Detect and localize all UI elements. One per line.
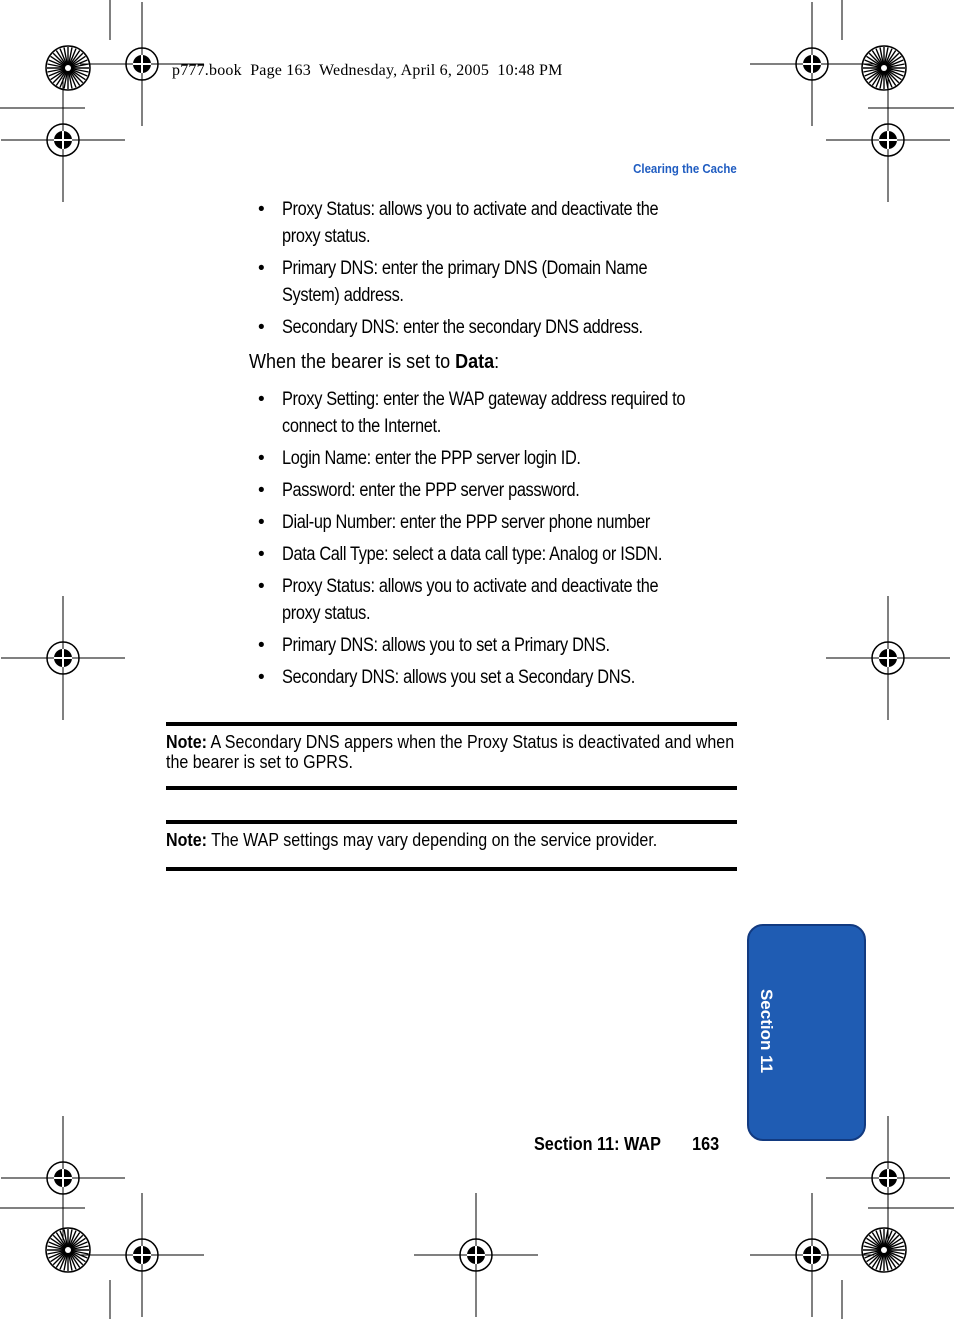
list-item: • Proxy Status: allows you to activate and deactivate the proxy status. — [256, 196, 736, 250]
list-item: • Proxy Setting: enter the WAP gateway address required to connect to the Internet. — [256, 386, 736, 440]
bullet-icon: • — [258, 389, 265, 410]
list-item: • Secondary DNS: enter the secondary DNS address. — [256, 314, 736, 341]
bullet-list-general — [256, 196, 736, 346]
bullet-icon: • — [258, 317, 265, 338]
list-item: • Dial-up Number: enter the PPP server phone number — [256, 509, 736, 536]
list-item: • Data Call Type: select a data call type: Analog or ISDN. — [256, 541, 736, 568]
divider — [166, 786, 737, 790]
footer-section: Section 11: WAP — [534, 1134, 661, 1154]
bullet-icon: • — [258, 448, 265, 469]
page-number: 163 — [692, 1134, 720, 1154]
list-item: • Secondary DNS: allows you set a Secondary DNS. — [256, 664, 736, 691]
bullet-icon: • — [258, 258, 265, 279]
bullet-list-data — [256, 386, 736, 696]
bullet-icon: • — [258, 576, 265, 597]
bullet-icon: • — [258, 480, 265, 501]
divider — [166, 867, 737, 871]
bullet-icon: • — [258, 544, 265, 565]
bullet-icon: • — [258, 199, 265, 220]
bullet-icon: • — [258, 635, 265, 656]
book-header: p777.book Page 163 Wednesday, April 6, 2005 10:48 PM — [172, 62, 563, 79]
list-item: • Primary DNS: allows you to set a Primary DNS. — [256, 632, 736, 659]
page-footer — [534, 1134, 719, 1155]
note-secondary-dns: Note: A Secondary DNS appers when the Proxy Status is deactivated and when the bearer is set to GPRS. — [166, 722, 737, 790]
running-head: Clearing the Cache — [633, 161, 737, 176]
list-item: • Primary DNS: enter the primary DNS (Domain Name System) address. — [256, 255, 736, 309]
list-item: • Password: enter the PPP server password. — [256, 477, 736, 504]
bullet-icon: • — [258, 667, 265, 688]
note-wap-settings: Note: The WAP settings may vary depending on the service provider. — [166, 820, 737, 871]
subheading-bearer-data: When the bearer is set to Data: — [249, 351, 500, 373]
list-item: • Login Name: enter the PPP server login ID. — [256, 445, 736, 472]
list-item: • Proxy Status: allows you to activate and deactivate the proxy status. — [256, 573, 736, 627]
bullet-icon: • — [258, 512, 265, 533]
